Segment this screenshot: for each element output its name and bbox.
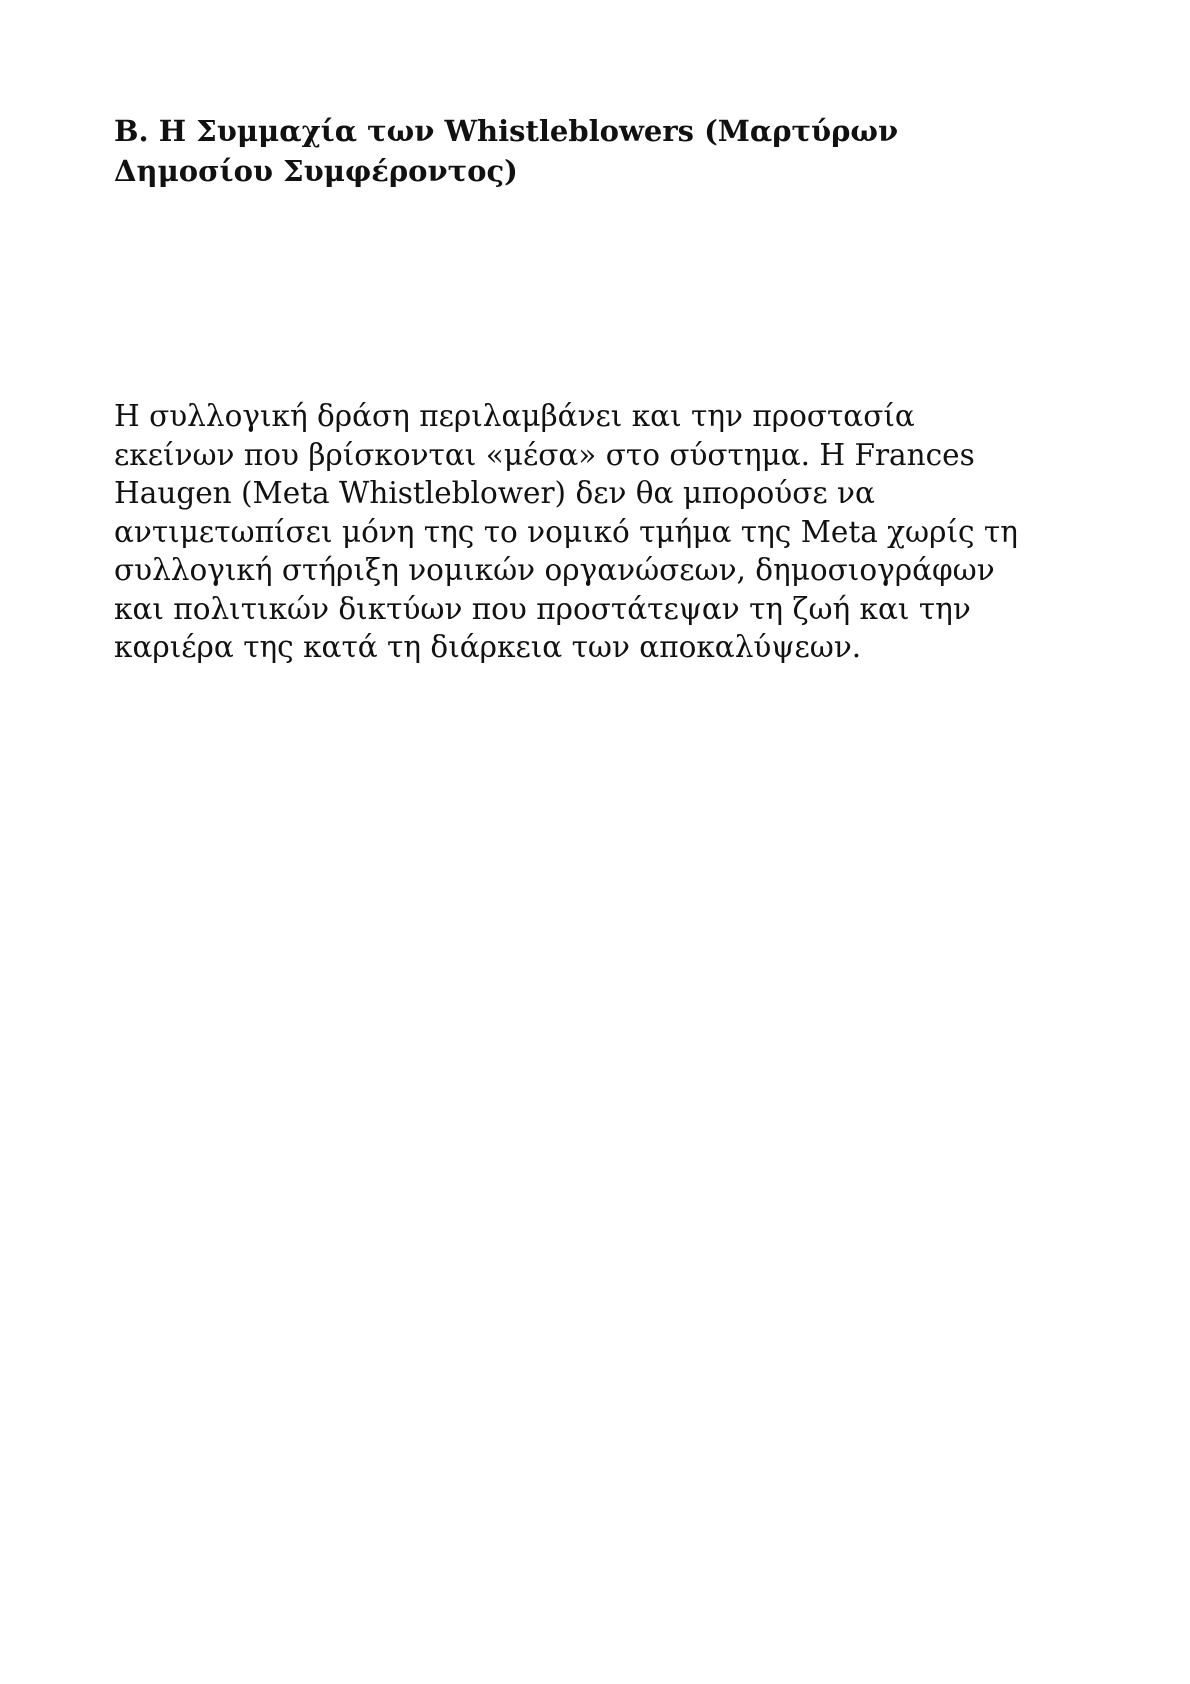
paragraph-line: και πολιτικών δικτύων που προστάτεψαν τη ζωή και την bbox=[114, 591, 971, 626]
paragraph-line: συλλογική στήριξη νομικών οργανώσεων, δημοσιογράφων bbox=[114, 553, 995, 587]
heading-line: Δημοσίου Συμφέροντος) bbox=[114, 154, 518, 188]
paragraph-line: Η συλλογική δράση περιλαμβάνει και την προστασία bbox=[114, 399, 915, 433]
section-heading bbox=[114, 111, 1074, 191]
paragraph-line: εκείνων που βρίσκονται «μέσα» στο σύστημα. Η Frances bbox=[114, 437, 975, 472]
paragraph-line: καριέρα της κατά τη διάρκεια των αποκαλύψεων. bbox=[114, 630, 862, 664]
body-paragraph bbox=[114, 397, 1074, 667]
paragraph-line: Haugen (Meta Whistleblower) δεν θα μπορούσε να bbox=[114, 476, 875, 510]
paragraph-line: αντιμετωπίσει μόνη της το νομικό τμήμα της Meta χωρίς τη bbox=[114, 514, 1018, 549]
heading-line: B. Η Συμμαχία των Whistleblowers (Μαρτύρων bbox=[114, 114, 899, 148]
